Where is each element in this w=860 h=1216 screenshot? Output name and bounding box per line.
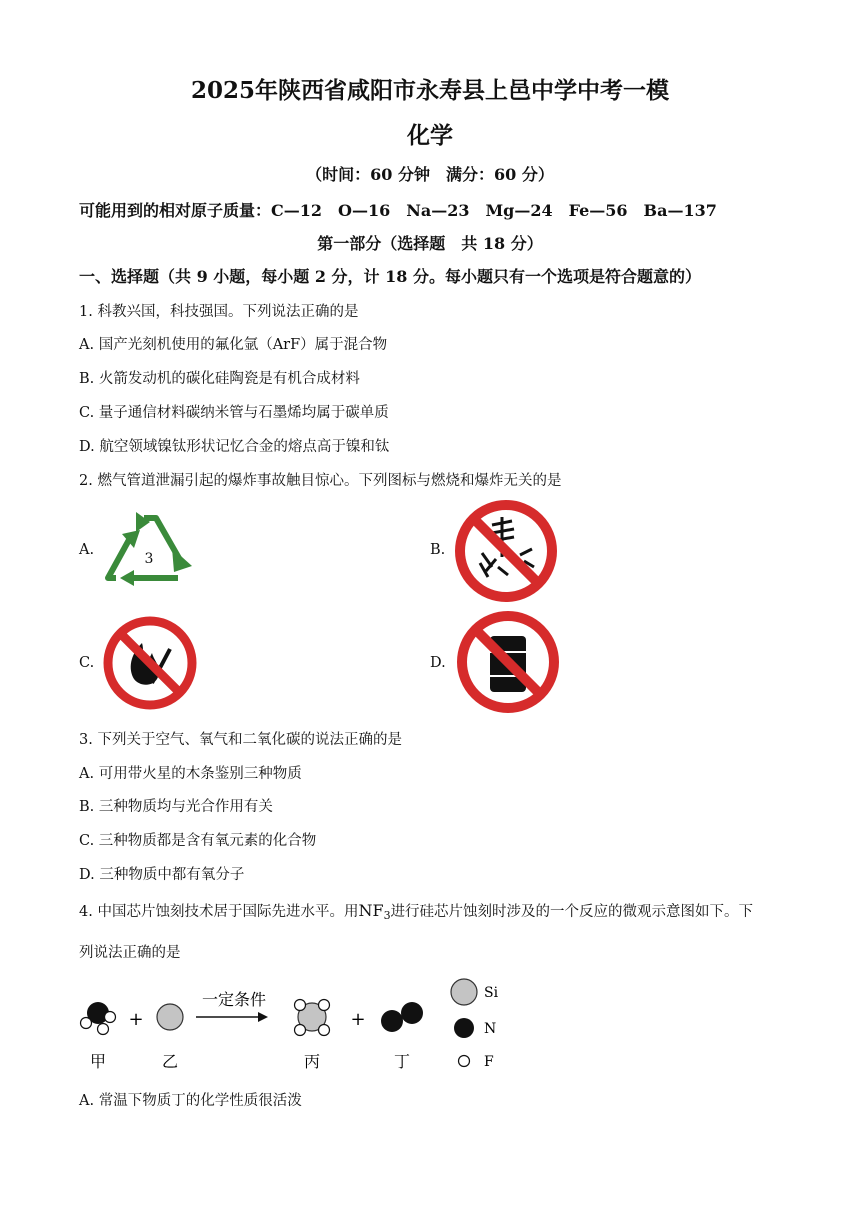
q2-stem: 2. 燃气管道泄漏引起的爆炸事故触目惊心。下列图标与燃烧和爆炸无关的是 bbox=[79, 473, 562, 489]
molecule-ding bbox=[381, 1002, 423, 1032]
label-jia: 甲 bbox=[89, 1052, 107, 1071]
nf3-formula bbox=[358, 901, 390, 920]
subject-title: 化学 bbox=[407, 122, 453, 149]
q1-option-b: B. 火箭发动机的碳化硅陶瓷是有机合成材料 bbox=[79, 371, 360, 387]
atomic-mass-line: 可能用到的相对原子质量：C—12 O—16 Na—23 Mg—24 Fe—56 Ba—137 bbox=[79, 201, 717, 220]
q2-option-d-label: D. bbox=[430, 655, 446, 671]
q3-option-c: C. 三种物质都是含有氧元素的化合物 bbox=[79, 833, 317, 849]
q1-option-d: D. 航空领域镍钛形状记忆合金的熔点高于镍和钛 bbox=[79, 439, 390, 455]
recycle-icon bbox=[100, 508, 200, 592]
legend-si-atom bbox=[451, 979, 477, 1005]
q4-stem-line2: 列说法正确的是 bbox=[79, 945, 181, 961]
q3-option-b: B. 三种物质均与光合作用有关 bbox=[79, 799, 273, 815]
q2-option-b-label: B. bbox=[430, 542, 446, 558]
q4-option-a: A. 常温下物质丁的化学性质很活泼 bbox=[79, 1093, 302, 1109]
q2-option-c-label: C. bbox=[79, 655, 95, 671]
plus-sign-2: + bbox=[350, 1009, 366, 1030]
molecule-yi bbox=[157, 1004, 183, 1030]
no-fireworks-icon bbox=[452, 497, 560, 605]
nf3-sub: 3 bbox=[383, 909, 391, 922]
molecule-bing bbox=[295, 1000, 330, 1036]
q1-option-c: C. 量子通信材料碳纳米管与石墨烯均属于碳单质 bbox=[79, 405, 389, 421]
part-one-heading: 第一部分（选择题 共 18 分） bbox=[317, 234, 543, 253]
legend-n-label: N bbox=[484, 1021, 497, 1037]
section-one-heading: 一、选择题（共 9 小题，每小题 2 分，计 18 分。每小题只有一个选项是符合题意的） bbox=[79, 267, 701, 286]
q3-option-a: A. 可用带火星的木条鉴别三种物质 bbox=[79, 766, 302, 782]
molecule-jia bbox=[81, 1002, 116, 1035]
legend-si-label: Si bbox=[484, 985, 499, 1001]
q3-option-d: D. 三种物质中都有氧分子 bbox=[79, 867, 245, 883]
q4-stem-part1: 4. 中国芯片蚀刻技术居于国际先进水平。用 bbox=[79, 904, 359, 920]
q3-stem: 3. 下列关于空气、氧气和二氧化碳的说法正确的是 bbox=[79, 732, 402, 748]
q4-stem bbox=[79, 900, 753, 922]
q1-option-a: A. 国产光刻机使用的氟化氩（ArF）属于混合物 bbox=[79, 337, 388, 353]
recycle-number: 3 bbox=[144, 551, 154, 567]
reaction-condition: 一定条件 bbox=[201, 990, 267, 1009]
legend-f-atom bbox=[459, 1056, 470, 1067]
q1-stem: 1. 科教兴国，科技强国。下列说法正确的是 bbox=[79, 304, 359, 320]
legend-n-atom bbox=[454, 1018, 474, 1038]
legend-f-label: F bbox=[484, 1054, 494, 1070]
label-bing: 丙 bbox=[303, 1052, 321, 1071]
q4-stem-part2: 进行硅芯片蚀刻时涉及的一个反应的微观示意图如下。下 bbox=[390, 904, 754, 920]
label-yi: 乙 bbox=[161, 1052, 179, 1071]
plus-sign-1: + bbox=[128, 1009, 144, 1030]
reaction-diagram bbox=[72, 975, 512, 1075]
label-ding: 丁 bbox=[393, 1052, 411, 1071]
no-open-flame-icon bbox=[100, 613, 200, 713]
nf3-main: NF bbox=[358, 901, 384, 920]
time-info: （时间：60 分钟 满分：60 分） bbox=[306, 165, 554, 184]
exam-title: 2025年陕西省咸阳市永寿县上邑中学中考一模 bbox=[190, 77, 669, 104]
q2-option-a-label: A. bbox=[79, 542, 95, 558]
no-flammable-drum-icon bbox=[454, 608, 562, 716]
